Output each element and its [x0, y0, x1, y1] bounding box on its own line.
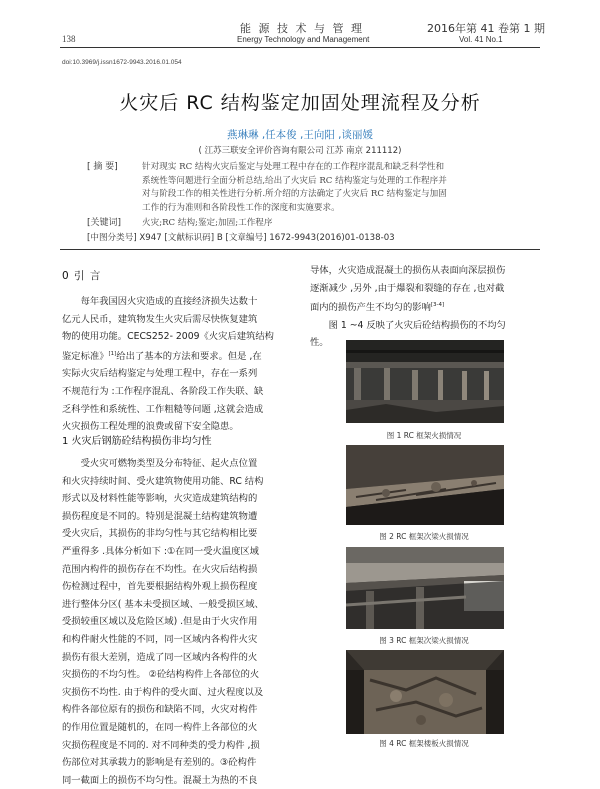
text-line: 的作用位置是随机的，在同一构件上各部位的火	[62, 721, 258, 733]
text-segment: 面内的损伤产生不均匀的影响	[310, 302, 431, 314]
text-line: 图 1 ~4 反映了火灾后砼结构损伤的不均匀	[328, 319, 506, 331]
right-intro-paragraph	[310, 262, 538, 352]
intro-paragraph	[62, 293, 302, 436]
text-line: 性。	[310, 337, 329, 349]
citation: [3-4]	[430, 302, 445, 309]
section-1-heading: 1 火灾后钢筋砼结构损伤非均匀性	[62, 436, 212, 447]
abstract-line: 针对现实 RC 结构火灾后鉴定与处理工程中存在的工作程序混乱和缺乏科学性和	[142, 162, 445, 172]
text-line: 损伤程度是不同的。特别是混凝土结构建筑物遭	[62, 510, 258, 522]
text-line: 不规范行为 :工作程序混乱、各阶段工作失联、缺	[62, 386, 264, 398]
text-line: 和构件耐火性能的不同，同一区域内各构件火灾	[62, 633, 258, 645]
text-line: 损伤有很大差别，造成了同一区域内各构件的火	[62, 651, 258, 663]
figure-2-image	[346, 445, 504, 525]
text-line: 进行整体分区( 基本未受损区域、一般受损区域、	[62, 598, 264, 610]
figure-2-caption: 图 2 RC 框架次梁火损情况	[379, 532, 469, 541]
text-line: 导体，火灾造成混凝土的损伤从表面向深层损伤	[310, 265, 506, 276]
text-line: 实际火灾后结构鉴定与处理工程中，存在一系列	[62, 368, 258, 380]
abstract-body	[142, 161, 542, 215]
volume-issue-cn: 2016年第 41 卷第 1 期	[427, 22, 545, 35]
figure-1-image	[346, 340, 504, 423]
abstract-rule	[60, 249, 540, 250]
volume-issue-en: Vol. 41 No.1	[459, 35, 503, 44]
text-line: 伤部位对其承载力的影响是有差别的。③砼构件	[62, 757, 257, 769]
abstract-label: [ 摘 要]	[87, 162, 118, 172]
figure-2-photo	[346, 445, 504, 525]
figure-4-image	[346, 650, 504, 734]
text-line: 同一截面上的损伤不均匀性。混凝土为热的不良	[62, 774, 258, 786]
text-line: 伤检测过程中，首先要根据结构外观上损伤程度	[62, 581, 258, 593]
journal-title-cn: 能 源 技 术 与 管 理	[240, 22, 364, 35]
text-line	[310, 297, 538, 317]
text-line: 亿元人民币，建筑物发生火灾后需尽快恢复建筑	[62, 313, 258, 325]
text-line: 和火灾持续时间、受火建筑物使用功能、RC 结构	[62, 475, 264, 487]
text-line: 严重得多 .具体分析如下 :①在同一受火温度区域	[62, 545, 259, 557]
figure-4-photo	[346, 650, 504, 734]
abstract-line: 工作的行为准则和各阶段性工作的深度和实施要求。	[142, 202, 340, 213]
text-line: 灾损伤的不均匀性。 ②砼结构构件上各部位的火	[62, 669, 260, 681]
figure-3-caption: 图 3 RC 框架次梁火损情况	[379, 636, 469, 645]
figure-1-caption: 图 1 RC 框架火损情况	[386, 431, 462, 440]
text-line: 受损较重区域以及危险区域) .但是由于火灾作用	[62, 616, 258, 628]
text-line	[62, 346, 302, 366]
text-line: 受火灾可燃物类型及分布特征、起火点位置	[80, 458, 258, 469]
section-0-heading: 0 引 言	[62, 270, 102, 282]
journal-title-en: Energy Technology and Management	[237, 35, 370, 44]
paper-title: 火灾后 RC 结构鉴定加固处理流程及分析	[119, 92, 481, 114]
page-number: 138	[62, 34, 76, 44]
text-line: 受火灾后，其损伤的非均匀性与其它结构相比要	[62, 528, 258, 540]
text-line: 灾损伤不均性. 由于构件的受火面、过火程度以及	[62, 686, 264, 698]
text-line: 物的使用功能。CECS252- 2009《火灾后建筑结构	[62, 331, 274, 343]
text-line: 乏科学性和系统性、工作粗糙等问题 ,这就会造成	[62, 403, 264, 415]
authors: 燕琳琳 ,任本俊 ,王向阳 ,谈丽媛	[226, 129, 374, 141]
figure-3-image	[346, 547, 504, 629]
text-line: 范围内构件的损伤存在不均性。在火灾后结构损	[62, 563, 258, 575]
doi: doi:10.3969/j.issn1672-9943.2016.01.054	[62, 59, 182, 66]
figure-3-photo	[346, 547, 504, 629]
keywords-label: [关键词]	[87, 218, 122, 228]
affiliation: ( 江苏三联安全评价咨询有限公司 江苏 南京 211112)	[198, 146, 402, 156]
text-line: 灾损伤程度是不同的. 对不同种类的受力构件 ,损	[62, 739, 260, 751]
section-1-paragraph	[62, 455, 302, 789]
figure-1-photo	[346, 340, 504, 423]
text-line: 逐渐减少 ,另外 ,由于爆裂和裂缝的存在 ,也对截	[310, 282, 505, 294]
classification-line: [中图分类号] X947 [文献标识码] B [文章编号] 1672-9943(2016)01-0138-03	[87, 233, 395, 243]
text-segment: 鉴定标准》	[62, 350, 109, 362]
abstract-line: 系统性等问题进行全面分析总结,给出了火灾后 RC 结构鉴定与处理的工作程序并	[142, 175, 447, 186]
header-rule	[60, 47, 540, 48]
text-line: 形式以及材料性能等影响，火灾造成建筑结构的	[62, 493, 258, 505]
figure-4-caption: 图 4 RC 框架楼板火损情况	[379, 739, 469, 748]
text-segment: 给出了基本的方法和要求。但是 ,在	[116, 350, 262, 362]
citation: [1]	[108, 350, 117, 357]
text-line: 构件各部位原有的损伤和缺陷不同，火灾对构件	[62, 704, 258, 716]
abstract-line: 对与阶段工作的相关性进行分析.所介绍的方法确定了火灾后 RC 结构鉴定与加固	[142, 189, 447, 199]
text-line: 每年我国因火灾造成的直接经济损失达数十	[80, 296, 258, 307]
text-line: 火灾损伤工程处理的浪费或留下安全隐患。	[62, 421, 239, 433]
keywords-text: 火灾;RC 结构;鉴定;加固;工作程序	[142, 218, 273, 228]
